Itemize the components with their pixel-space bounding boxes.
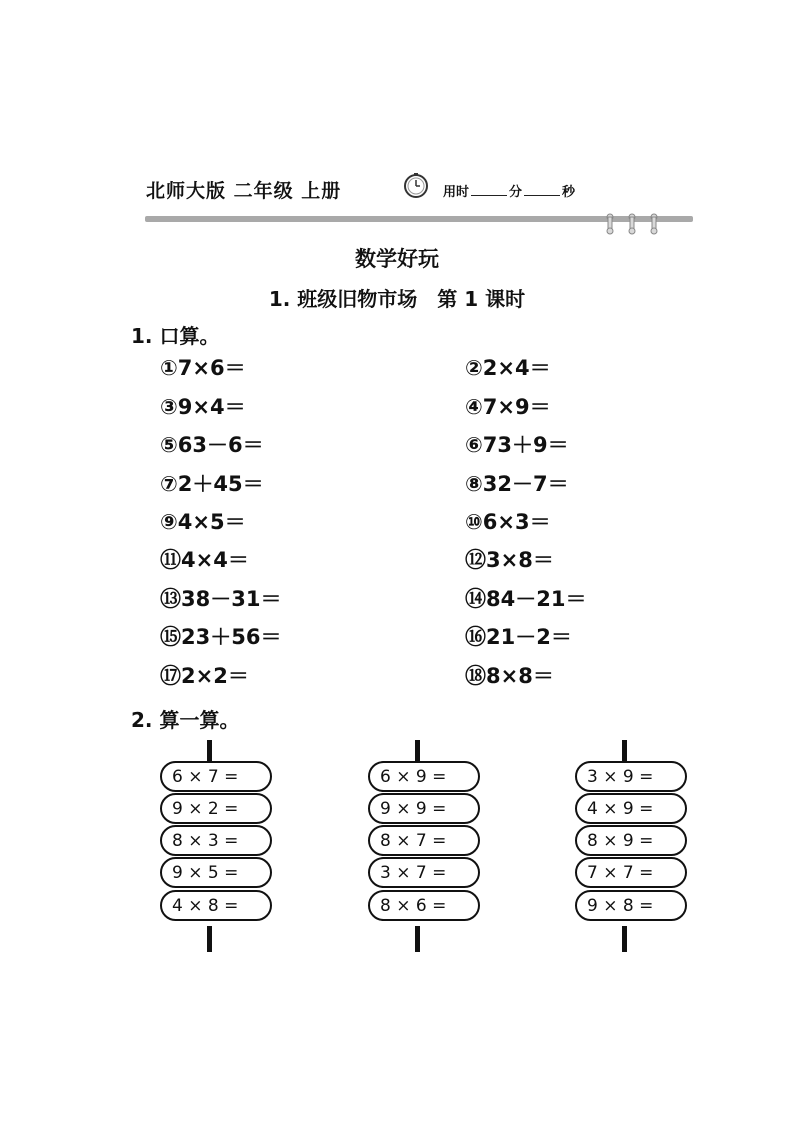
q1-item: ⑥73＋9＝	[465, 433, 569, 457]
q1-item: ⑪4×4＝	[160, 548, 249, 572]
q1-item: ⑩6×3＝	[465, 510, 551, 534]
q1-item: ⑭84－21＝	[465, 587, 587, 611]
abacus-rod	[415, 926, 420, 952]
q1-item: ⑧32－7＝	[465, 472, 569, 496]
seconds-blank[interactable]	[524, 185, 560, 196]
abacus-bead: 8 × 6 =	[368, 890, 480, 921]
second-unit: 秒	[562, 185, 576, 200]
q1-item: ⑮23＋56＝	[160, 625, 282, 649]
abacus-column-3	[575, 740, 687, 952]
q1-item: ⑦2＋45＝	[160, 472, 264, 496]
q1-item: ⑬38－31＝	[160, 587, 282, 611]
q1-item: ③9×4＝	[160, 395, 246, 419]
q2-heading: 2. 算一算。	[131, 708, 240, 732]
q1-item: ⑰2×2＝	[160, 664, 249, 688]
abacus-rod	[207, 740, 212, 762]
abacus-column-2	[368, 740, 480, 952]
abacus-rod	[207, 926, 212, 952]
q1-heading: 1. 口算。	[131, 324, 220, 348]
abacus-bead: 9 × 9 =	[368, 793, 480, 824]
q1-item: ⑱8×8＝	[465, 664, 554, 688]
abacus-bead: 6 × 9 =	[368, 761, 480, 792]
abacus-rod	[622, 926, 627, 952]
q1-item: ①7×6＝	[160, 356, 246, 380]
q1-item: ②2×4＝	[465, 356, 551, 380]
abacus-bead: 8 × 3 =	[160, 825, 272, 856]
clock-icon	[403, 172, 429, 198]
abacus-column-1	[160, 740, 272, 952]
q1-item: ⑯21－2＝	[465, 625, 572, 649]
abacus-bead: 3 × 9 =	[575, 761, 687, 792]
q1-item: ④7×9＝	[465, 395, 551, 419]
abacus-rod	[415, 740, 420, 762]
abacus-bead: 8 × 7 =	[368, 825, 480, 856]
abacus-bead: 4 × 8 =	[160, 890, 272, 921]
abacus-bead: 9 × 2 =	[160, 793, 272, 824]
abacus-bead: 6 × 7 =	[160, 761, 272, 792]
abacus-bead: 4 × 9 =	[575, 793, 687, 824]
abacus-bead: 3 × 7 =	[368, 857, 480, 888]
q1-item: ⑫3×8＝	[465, 548, 554, 572]
q1-item: ⑤63－6＝	[160, 433, 264, 457]
lesson-title: 1. 班级旧物市场 第 1 课时	[268, 287, 526, 311]
minute-unit: 分	[509, 185, 523, 200]
timing-line	[443, 181, 575, 200]
abacus-rod	[622, 740, 627, 762]
abacus-bead: 9 × 5 =	[160, 857, 272, 888]
unit-title: 数学好玩	[355, 247, 439, 271]
minutes-blank[interactable]	[471, 185, 507, 196]
timing-prefix: 用时	[443, 185, 470, 200]
abacus-bead: 9 × 8 =	[575, 890, 687, 921]
binder-rings-icon	[600, 209, 670, 237]
book-label: 北师大版 二年级 上册	[146, 180, 342, 202]
q1-item: ⑨4×5＝	[160, 510, 246, 534]
abacus-bead: 8 × 9 =	[575, 825, 687, 856]
abacus-bead: 7 × 7 =	[575, 857, 687, 888]
